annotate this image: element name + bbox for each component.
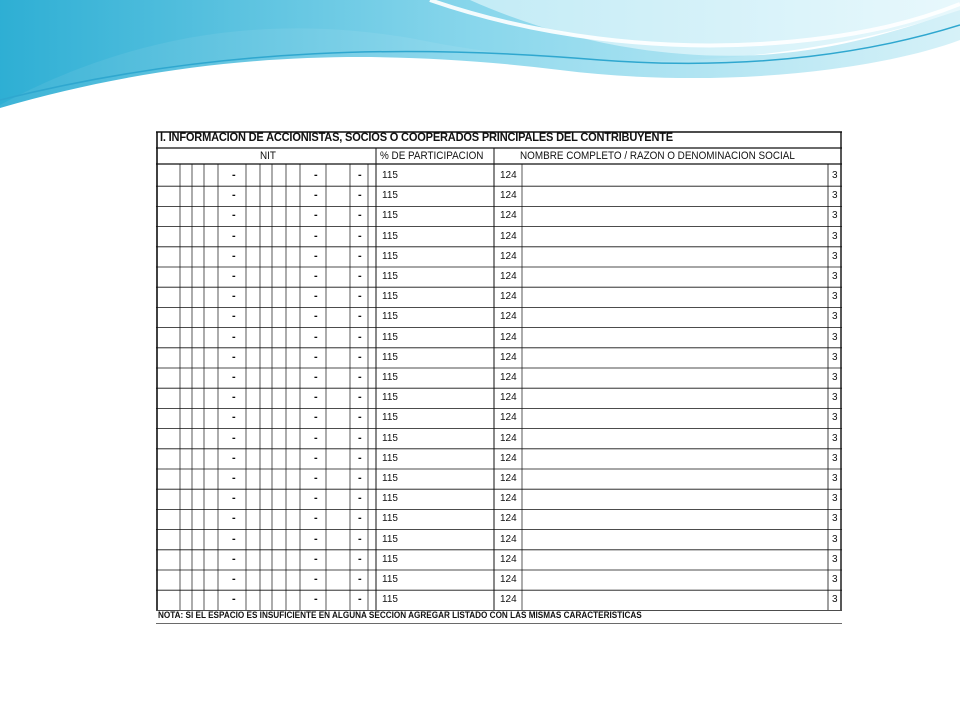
nit-separator-3: - (358, 411, 362, 424)
nit-separator-2: - (314, 573, 318, 585)
nit-separator-3: - (358, 169, 362, 181)
nit-separator-2: - (314, 411, 318, 424)
table-row (156, 570, 842, 590)
nit-separator-2: - (314, 593, 318, 606)
nit-separator-3: - (358, 431, 362, 444)
participacion-code: 115 (382, 291, 398, 303)
participacion-code: 115 (382, 493, 398, 505)
nit-separator-3: - (358, 451, 362, 464)
nit-separator-2: - (314, 310, 318, 323)
nit-separator-2: - (314, 472, 318, 484)
header-nombre: NOMBRE COMPLETO / RAZON O DENOMINACION SOCIAL (520, 150, 795, 162)
row-end-code: 3 (832, 271, 838, 282)
header-participacion: % DE PARTICIPACION (380, 150, 484, 162)
table-row (156, 590, 842, 610)
table-row (156, 186, 842, 206)
nombre-code: 124 (500, 594, 517, 606)
row-end-code: 3 (832, 473, 838, 484)
participacion-code: 115 (382, 553, 398, 565)
nit-separator-2: - (314, 270, 318, 282)
table-row (156, 388, 842, 408)
nit-separator-2: - (314, 451, 318, 464)
row-end-code: 3 (832, 574, 838, 585)
row-end-code: 3 (832, 170, 838, 181)
nit-separator-3: - (358, 290, 362, 303)
row-end-code: 3 (832, 250, 838, 262)
row-end-code: 3 (832, 291, 838, 303)
nit-separator-1: - (232, 189, 236, 202)
nit-separator-1: - (232, 431, 236, 444)
table-row (156, 287, 842, 307)
nit-separator-2: - (314, 371, 318, 383)
nit-separator-2: - (314, 189, 318, 202)
nombre-code: 124 (500, 473, 517, 484)
row-end-code: 3 (832, 190, 838, 202)
participacion-code: 115 (382, 190, 398, 202)
nit-separator-1: - (232, 249, 236, 262)
nombre-code: 124 (500, 392, 517, 404)
nombre-code: 124 (500, 513, 517, 525)
table-row (156, 247, 842, 267)
nombre-code: 124 (500, 412, 517, 424)
row-end-code: 3 (832, 553, 838, 565)
row-end-code: 3 (832, 230, 838, 242)
nit-separator-1: - (232, 169, 236, 181)
nombre-code: 124 (500, 230, 517, 242)
table-row (156, 550, 842, 570)
nit-separator-1: - (232, 492, 236, 505)
participacion-code: 115 (382, 432, 398, 444)
table-row (156, 530, 842, 550)
nit-separator-1: - (232, 451, 236, 464)
table-row (156, 368, 842, 388)
header-nit: NIT (260, 150, 276, 162)
row-end-code: 3 (832, 412, 838, 424)
nit-separator-3: - (358, 573, 362, 585)
nit-separator-2: - (314, 350, 318, 363)
nombre-code: 124 (500, 331, 517, 343)
nit-separator-2: - (314, 391, 318, 404)
row-end-code: 3 (832, 533, 838, 545)
participacion-code: 115 (382, 594, 398, 606)
nit-separator-1: - (232, 371, 236, 383)
nombre-code: 124 (500, 291, 517, 303)
participacion-code: 115 (382, 331, 398, 343)
row-end-code: 3 (832, 351, 838, 363)
table-row (156, 429, 842, 449)
participacion-code: 115 (382, 372, 398, 383)
nit-separator-3: - (358, 350, 362, 363)
nombre-code: 124 (500, 553, 517, 565)
nombre-code: 124 (500, 493, 517, 505)
table-row (156, 469, 842, 489)
nit-separator-1: - (232, 229, 236, 242)
nombre-code: 124 (500, 190, 517, 202)
nit-separator-1: - (232, 330, 236, 343)
row-end-code: 3 (832, 513, 838, 525)
nombre-code: 124 (500, 533, 517, 545)
table-row (156, 489, 842, 509)
nit-separator-2: - (314, 169, 318, 181)
table-row (156, 328, 842, 348)
participacion-code: 115 (382, 513, 398, 525)
nit-separator-3: - (358, 552, 362, 565)
row-end-code: 3 (832, 210, 838, 222)
participacion-code: 115 (382, 351, 398, 363)
nombre-code: 124 (500, 250, 517, 262)
nombre-code: 124 (500, 170, 517, 181)
nit-separator-2: - (314, 512, 318, 525)
participacion-code: 115 (382, 574, 398, 585)
nombre-code: 124 (500, 311, 517, 323)
nombre-code: 124 (500, 372, 517, 383)
table-row (156, 408, 842, 428)
nit-separator-3: - (358, 189, 362, 202)
nit-separator-1: - (232, 552, 236, 565)
nit-separator-1: - (232, 209, 236, 222)
table-row (156, 206, 842, 226)
nit-separator-3: - (358, 532, 362, 545)
table-row (156, 267, 842, 287)
nit-separator-3: - (358, 249, 362, 262)
nit-separator-3: - (358, 229, 362, 242)
nit-separator-3: - (358, 330, 362, 343)
nit-separator-2: - (314, 209, 318, 222)
form-title: I. INFORMACION DE ACCIONISTAS, SOCIOS O COOPERADOS PRINCIPALES DEL CONTRIBUYENTE (160, 130, 674, 144)
nit-separator-3: - (358, 492, 362, 505)
nit-separator-2: - (314, 532, 318, 545)
nit-separator-3: - (358, 593, 362, 606)
participacion-code: 115 (382, 271, 398, 282)
participacion-code: 115 (382, 452, 398, 464)
table-row (156, 348, 842, 368)
nit-separator-3: - (358, 472, 362, 484)
nit-separator-1: - (232, 411, 236, 424)
nit-separator-1: - (232, 532, 236, 545)
nombre-code: 124 (500, 351, 517, 363)
participacion-code: 115 (382, 170, 398, 181)
nit-separator-3: - (358, 371, 362, 383)
nit-separator-1: - (232, 512, 236, 525)
nombre-code: 124 (500, 452, 517, 464)
row-end-code: 3 (832, 331, 838, 343)
table-row (156, 509, 842, 529)
participacion-code: 115 (382, 473, 398, 484)
nit-separator-1: - (232, 310, 236, 323)
shareholders-form (156, 130, 842, 624)
nombre-code: 124 (500, 574, 517, 585)
nit-separator-2: - (314, 290, 318, 303)
nit-separator-1: - (232, 350, 236, 363)
nit-separator-3: - (358, 270, 362, 282)
nit-separator-3: - (358, 391, 362, 404)
row-end-code: 3 (832, 452, 838, 464)
nit-separator-1: - (232, 472, 236, 484)
nit-separator-2: - (314, 492, 318, 505)
participacion-code: 115 (382, 210, 398, 222)
nit-separator-2: - (314, 552, 318, 565)
nit-separator-2: - (314, 249, 318, 262)
nombre-code: 124 (500, 432, 517, 444)
nit-separator-2: - (314, 431, 318, 444)
nit-separator-3: - (358, 209, 362, 222)
participacion-code: 115 (382, 533, 398, 545)
nombre-code: 124 (500, 271, 517, 282)
table-row (156, 227, 842, 247)
nit-separator-3: - (358, 512, 362, 525)
header-wave-decoration (0, 0, 960, 120)
row-end-code: 3 (832, 372, 838, 383)
row-end-code: 3 (832, 432, 838, 444)
nit-separator-1: - (232, 593, 236, 606)
nit-separator-3: - (358, 310, 362, 323)
nit-separator-1: - (232, 391, 236, 404)
participacion-code: 115 (382, 412, 398, 424)
nit-separator-2: - (314, 229, 318, 242)
nit-separator-2: - (314, 330, 318, 343)
table-row (156, 307, 842, 327)
row-end-code: 3 (832, 311, 838, 323)
participacion-code: 115 (382, 250, 398, 262)
nit-separator-1: - (232, 290, 236, 303)
table-row (156, 166, 842, 186)
table-row (156, 449, 842, 469)
row-end-code: 3 (832, 493, 838, 505)
nit-separator-1: - (232, 573, 236, 585)
form-note: NOTA: SI EL ESPACIO ES INSUFICIENTE EN ALGUNA SECCION AGREGAR LISTADO CON LAS MISMAS CARACTERISTICAS (158, 610, 642, 621)
row-end-code: 3 (832, 594, 838, 606)
participacion-code: 115 (382, 392, 398, 404)
row-end-code: 3 (832, 392, 838, 404)
nombre-code: 124 (500, 210, 517, 222)
participacion-code: 115 (382, 230, 398, 242)
participacion-code: 115 (382, 311, 398, 323)
nit-separator-1: - (232, 270, 236, 282)
